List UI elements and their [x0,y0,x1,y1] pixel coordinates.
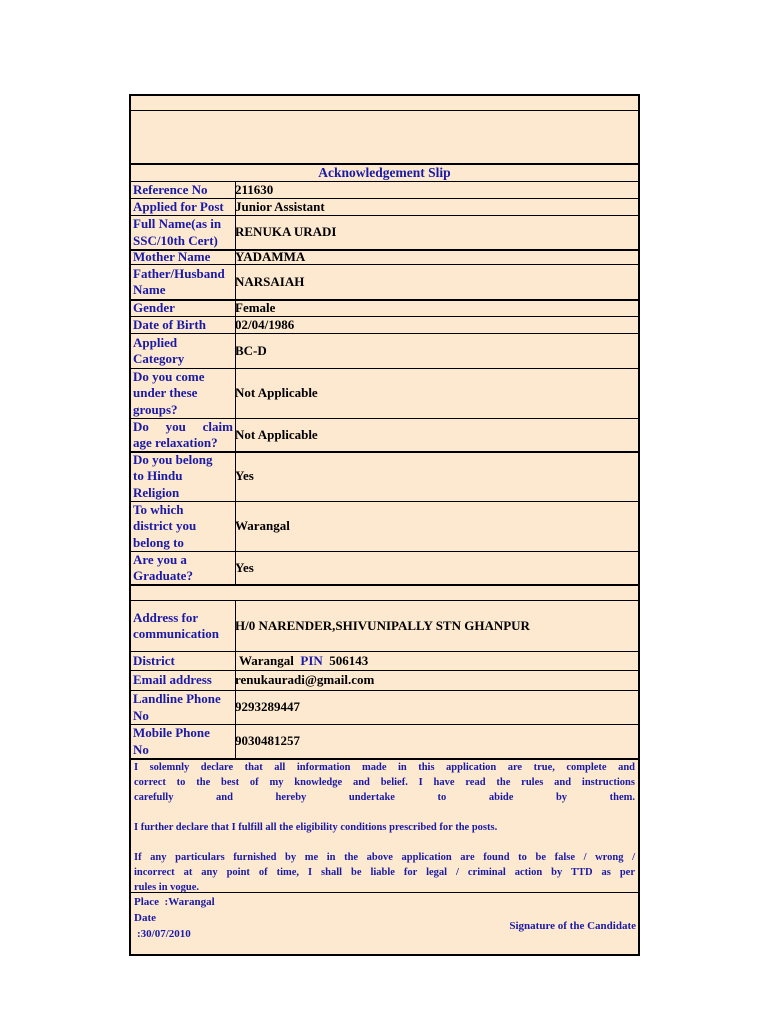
father-label-line1: Father/Husband [133,265,225,281]
father-label-line2: Name [133,282,166,297]
mobile-label-line2: No [133,741,149,757]
rule [131,110,638,111]
category-label-line1: Applied [133,334,178,350]
place-value: :Warangal [164,896,215,908]
slip-title: Acknowledgement Slip [318,165,451,180]
post-value: Junior Assistant [235,198,325,214]
email-value: renukauradi@gmail.com [235,672,375,688]
hindu-label-line3: Religion [133,484,180,500]
address-value: H/0 NARENDER,SHIVUNIPALLY STN GHANPUR [235,617,530,633]
address-label-line2: communication [133,626,219,641]
declaration-p3-line1: If any particulars furnished by me in the above application are found to be false / wrong / [134,852,635,863]
relaxation-value: Not Applicable [235,426,318,442]
dob-value: 02/04/1986 [235,316,295,332]
category-value: BC-D [235,342,267,358]
landline-label-line1: Landline Phone [133,691,221,706]
groups-label [133,369,235,418]
name-label-line1: Full Name(as in [133,216,222,231]
declaration-p1-line1: I solemnly declare that all information made in this application are true, complete and [134,762,635,773]
groups-label-line2: under these [133,385,198,401]
graduate-label [133,552,235,584]
category-label-line2: Category [133,351,185,366]
place-label: Place [134,896,160,908]
father-label [133,265,235,299]
name-value: RENUKA URADI [235,224,337,240]
district-belong-label [133,502,235,551]
declaration-p1-line2: correct to the best of my knowledge and belief. I have read the rules and instructions [134,777,635,788]
groups-value: Not Applicable [235,385,318,401]
district-value-group [235,652,636,670]
date-label: Date [134,912,156,924]
hindu-label [133,452,235,501]
rule [131,584,638,586]
hindu-label-line2: to Hindu [133,468,183,484]
category-label [133,334,235,368]
mobile-value: 9030481257 [235,733,300,749]
declaration-p2: I further declare that I fulfill all the eligibility conditions prescribed for the posts. [134,822,498,833]
relaxation-label [133,419,235,451]
district-value: Warangal [239,652,294,668]
hindu-label-line1: Do you belong [133,451,213,467]
graduate-label-line2: Graduate? [133,568,193,583]
declaration-p3-line2: incorrect at any point of time, I shall be liable for legal / criminal action by TTD as per [134,867,635,878]
dob-label: Date of Birth [133,316,206,332]
graduate-value: Yes [235,559,254,575]
email-label: Email address [133,672,212,688]
name-label [133,216,235,249]
address-label [133,601,235,651]
groups-label-line3: groups? [133,401,178,417]
date-value: :30/07/2010 [137,928,191,940]
reference-label: Reference No [133,181,208,197]
landline-label-line2: No [133,707,149,723]
relaxation-label-line1: Do you claim [133,418,233,434]
address-label-line1: Address for [133,609,199,625]
mobile-label [133,725,235,758]
mother-label: Mother Name [133,248,211,264]
district-belong-value: Warangal [235,518,290,534]
mother-value: YADAMMA [235,248,306,264]
relaxation-label-line2: age relaxation? [133,435,218,450]
name-label-line2: SSC/10th Cert) [133,232,218,248]
place-row [134,895,215,910]
gender-label: Gender [133,299,175,315]
landline-value: 9293289447 [235,699,300,715]
reference-value: 211630 [235,181,274,197]
district-belong-label-line3: belong to [133,534,184,550]
mobile-label-line1: Mobile Phone [133,725,210,740]
district-belong-label-line1: To which [133,501,184,517]
landline-label [133,691,235,724]
gender-value: Female [235,299,276,315]
declaration-p3-line3: rules in vogue. [134,882,200,893]
pin-value: 506143 [329,652,369,668]
father-value: NARSAIAH [235,273,305,289]
declaration-p1-line3: carefully and hereby undertake to abide by them. [134,792,635,803]
graduate-label-line1: Are you a [133,551,187,567]
signature-label: Signature of the Candidate [509,920,636,932]
district-label: District [133,652,175,668]
post-label: Applied for Post [133,199,224,214]
district-belong-label-line2: district you [133,518,197,534]
pin-label: PIN [300,652,323,668]
acknowledgement-slip [129,94,640,956]
groups-label-line1: Do you come [133,368,205,384]
hindu-value: Yes [235,468,254,484]
